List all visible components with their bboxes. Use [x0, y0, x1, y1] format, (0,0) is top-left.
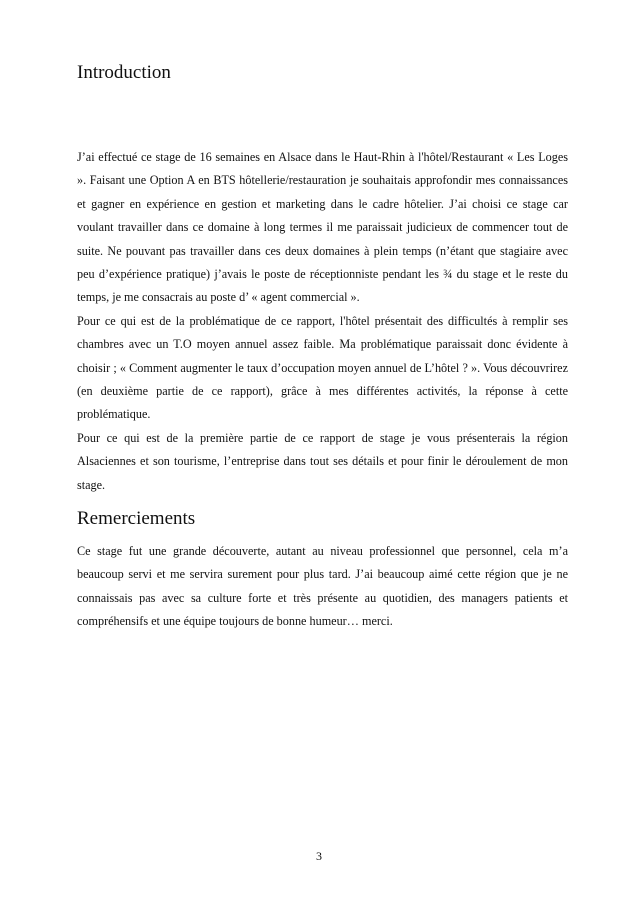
introduction-body [77, 146, 568, 497]
remerciements-body [77, 540, 568, 634]
introduction-paragraph: J’ai effectué ce stage de 16 semaines en Alsace dans le Haut-Rhin à l'hôtel/Restaurant « Les Loges ». Faisant une Option A en BTS hôtellerie/restauration je souhaitais approfondir mes connaissances et gagner en expérience en gestion et marketing dans le cadre hôtelier. J’ai choisi ce stage car voulant travailler dans ce domaine à long termes il me paraissait judicieux de commencer tout de suite. Ne pouvant pas travailler dans ces deux domaines à plein temps (n’étant que stagiaire avec peu d’expérience pratique) j’avais le poste de réceptionniste pendant les ¾ du stage et le reste du temps, je me consacrais au poste d’ « agent commercial ». [77, 150, 568, 305]
remerciements-paragraph: Ce stage fut une grande découverte, autant au niveau professionnel que personnel, cela m’a beaucoup servi et me servira surement pour plus tard. J’ai beaucoup aimé cette région que je ne connaissais pas avec sa culture forte et très présente au quotidien, des managers patients et compréhensifs et une équipe toujours de bonne humeur… merci. [77, 544, 568, 629]
section-title-introduction: Introduction [77, 62, 171, 83]
section-title-remerciements: Remerciements [77, 508, 196, 529]
introduction-paragraph: Pour ce qui est de la problématique de ce rapport, l'hôtel présentait des difficultés à remplir ses chambres avec un T.O moyen annuel assez faible. Ma problématique paraissait donc évidente à choisir ; « Comment augmenter le taux d’occupation moyen annuel de L’hôtel ? ». Vous découvrirez (en deuxième partie de ce rapport), grâce à mes différentes activités, la réponse à cette problématique. [77, 313, 568, 422]
page-number: 3 [316, 849, 322, 863]
introduction-paragraph: Pour ce qui est de la première partie de ce rapport de stage je vous présenterais la région Alsaciennes et son tourisme, l’entreprise dans tout ses détails et pour finir le déroulement de mon stage. [77, 430, 568, 492]
